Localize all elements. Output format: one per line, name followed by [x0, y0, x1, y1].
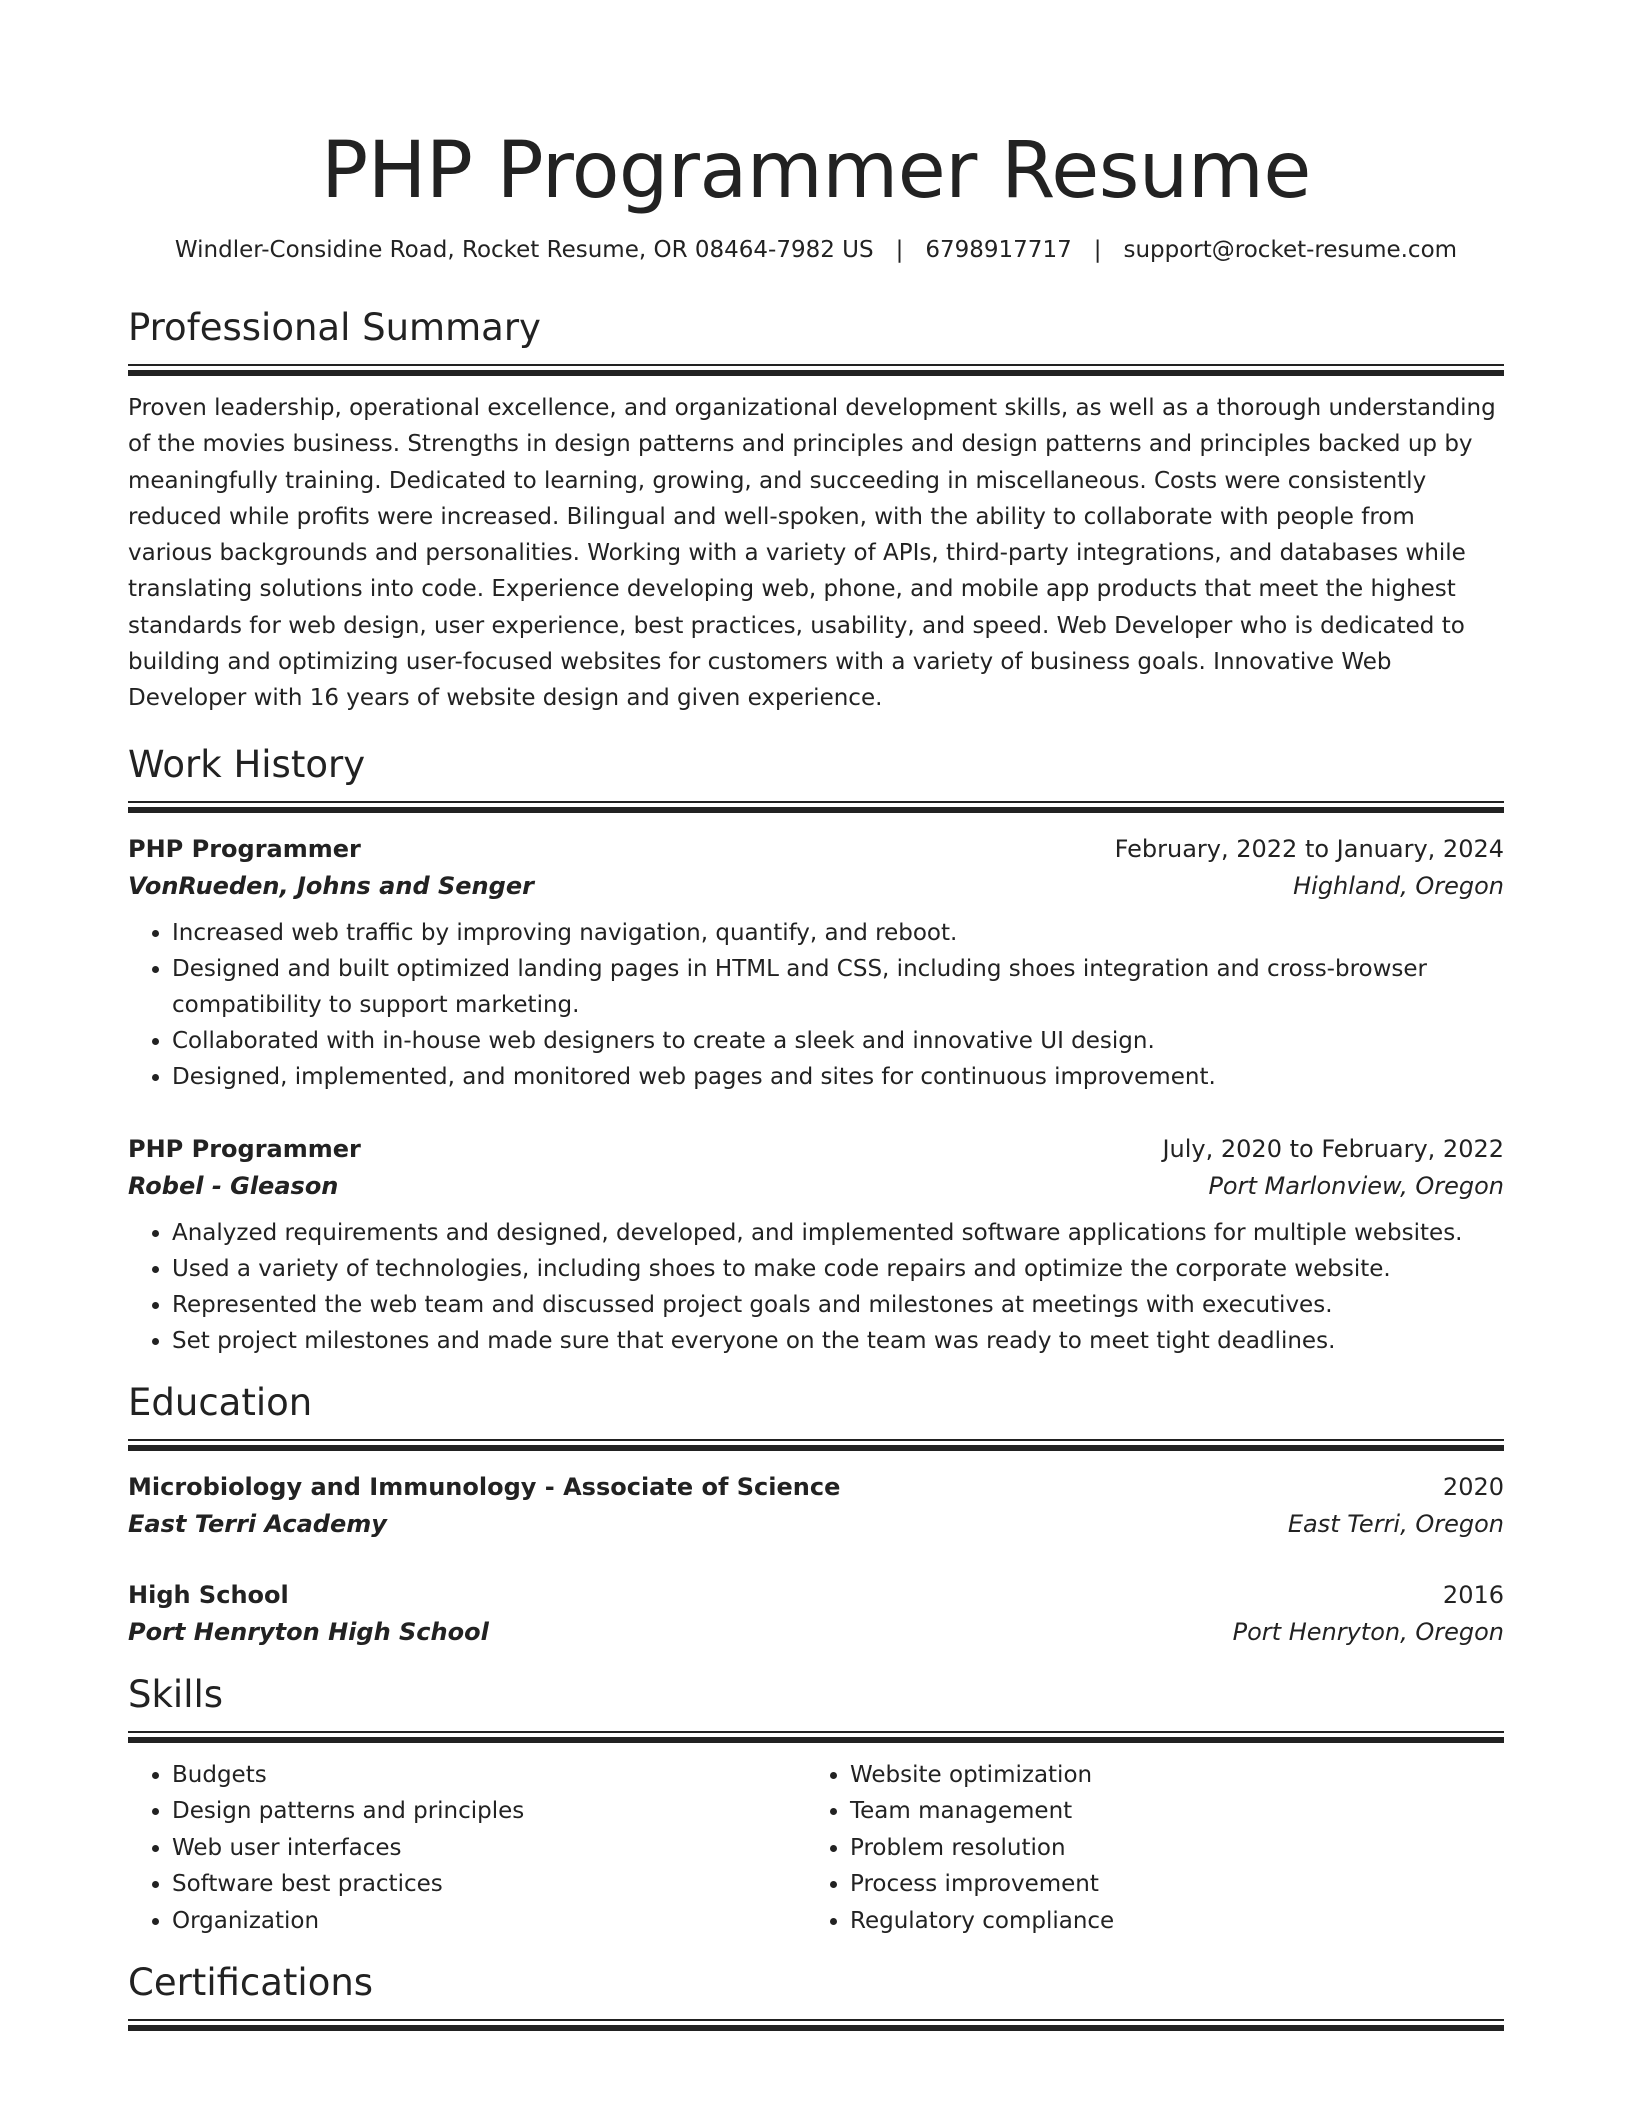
list-item: • Design patterns and principles — [172, 1793, 806, 1830]
education-entry — [128, 1469, 1504, 1543]
education-degree: High School — [128, 1580, 289, 1609]
job-company: VonRueden, Johns and Senger — [128, 871, 534, 900]
job-location: Port Marlonview, Oregon — [1208, 1171, 1504, 1200]
job-dates: February, 2022 to January, 2024 — [1114, 834, 1504, 863]
job-entry — [128, 831, 1504, 1095]
section-divider-thick — [128, 370, 1504, 376]
job-bullets — [128, 1215, 1504, 1359]
contact-line — [128, 232, 1504, 268]
certifications-heading: Certifications — [128, 1961, 374, 2005]
job-dates: July, 2020 to February, 2022 — [1162, 1134, 1504, 1163]
list-item: • Represented the web team and discussed project goals and milestones at meetings with executives. — [172, 1287, 1504, 1323]
section-divider-thick — [128, 807, 1504, 813]
section-divider-thin — [128, 1731, 1504, 1733]
job-entry — [128, 1131, 1504, 1359]
certifications-section — [128, 1961, 1504, 2031]
education-year: 2016 — [1442, 1580, 1504, 1609]
list-item: • Process improvement — [850, 1866, 1484, 1903]
contact-separator: | — [1093, 237, 1102, 263]
education-location: Port Henryton, Oregon — [1232, 1617, 1504, 1646]
list-item: • Set project milestones and made sure that everyone on the team was ready to meet tight deadlines. — [172, 1323, 1504, 1359]
section-divider-thin — [128, 2019, 1504, 2021]
education-degree: Microbiology and Immunology - Associate of Science — [128, 1472, 841, 1501]
resume-title: PHP Programmer Resume — [321, 126, 1311, 216]
list-item: • Web user interfaces — [172, 1830, 806, 1867]
job-title: PHP Programmer — [128, 1134, 361, 1163]
job-location: Highland, Oregon — [1293, 871, 1504, 900]
job-company: Robel - Gleason — [128, 1171, 339, 1200]
list-item: • Regulatory compliance — [850, 1903, 1484, 1940]
list-item: • Used a variety of technologies, including shoes to make code repairs and optimize the corporate website. — [172, 1251, 1504, 1287]
skills-section — [128, 1673, 1504, 1940]
section-divider-thin — [128, 364, 1504, 366]
summary-section — [128, 306, 1504, 717]
list-item: • Organization — [172, 1903, 806, 1940]
section-divider-thick — [128, 2025, 1504, 2031]
list-item: • Collaborated with in-house web designers to create a sleek and innovative UI design. — [172, 1023, 1504, 1059]
summary-heading: Professional Summary — [128, 306, 541, 349]
section-divider-thin — [128, 801, 1504, 803]
contact-email: support@rocket-resume.com — [1123, 237, 1458, 263]
work-history-heading: Work History — [128, 742, 366, 786]
list-item: • Analyzed requirements and designed, developed, and implemented software applications for multiple websites. — [172, 1215, 1504, 1251]
list-item: • Increased web traffic by improving navigation, quantify, and reboot. — [172, 915, 1504, 951]
education-year: 2020 — [1442, 1472, 1504, 1501]
list-item: • Designed, implemented, and monitored web pages and sites for continuous improvement. — [172, 1059, 1504, 1095]
list-item: • Problem resolution — [850, 1830, 1484, 1867]
education-location: East Terri, Oregon — [1287, 1509, 1504, 1538]
education-section — [128, 1381, 1504, 1651]
education-school: East Terri Academy — [128, 1509, 387, 1538]
summary-text: Proven leadership, operational excellence, and organizational development skills, as well as a thorough understanding of the movies business. Strengths in design patterns and principles and design patterns and principles backed up by meaningfully training. Dedicated to learning, growing, and succeeding in miscellaneous. Costs were consistently reduced while profits were increased. Bilingual and well-spoken, with the ability to collaborate with people from various backgrounds and personalities. Working with a variety of APIs, third-party integrations, and databases while translating solutions into code. Experience developing web, phone, and mobile app products that meet the highest standards for web design, user experience, best practices, usability, and speed. Web Developer who is dedicated to building and optimizing user-focused websites for customers with a variety of business goals. Innovative Web Developer with 16 years of website design and given experience. — [128, 395, 1496, 712]
list-item: • Website optimization — [850, 1757, 1484, 1794]
section-divider-thin — [128, 1439, 1504, 1441]
contact-address: Windler-Considine Road, Rocket Resume, OR 08464-7982 US — [174, 237, 874, 263]
list-item: • Team management — [850, 1793, 1484, 1830]
skills-column-right — [806, 1757, 1484, 1940]
section-divider-thick — [128, 1737, 1504, 1743]
skills-column-left — [128, 1757, 806, 1940]
education-school: Port Henryton High School — [128, 1617, 489, 1646]
list-item: • Budgets — [172, 1757, 806, 1794]
skills-heading: Skills — [128, 1672, 224, 1716]
education-entry — [128, 1577, 1504, 1651]
work-history-section — [128, 743, 1504, 1359]
contact-phone: 6798917717 — [925, 237, 1072, 263]
job-bullets — [128, 915, 1504, 1095]
education-heading: Education — [128, 1380, 313, 1424]
contact-separator: | — [895, 237, 904, 263]
resume-page — [128, 0, 1504, 2031]
list-item: • Software best practices — [172, 1866, 806, 1903]
section-divider-thick — [128, 1445, 1504, 1451]
job-title: PHP Programmer — [128, 834, 361, 863]
skills-grid — [128, 1757, 1504, 1940]
list-item: • Designed and built optimized landing pages in HTML and CSS, including shoes integration and cross-browser compatibility to support marketing. — [172, 951, 1504, 1023]
